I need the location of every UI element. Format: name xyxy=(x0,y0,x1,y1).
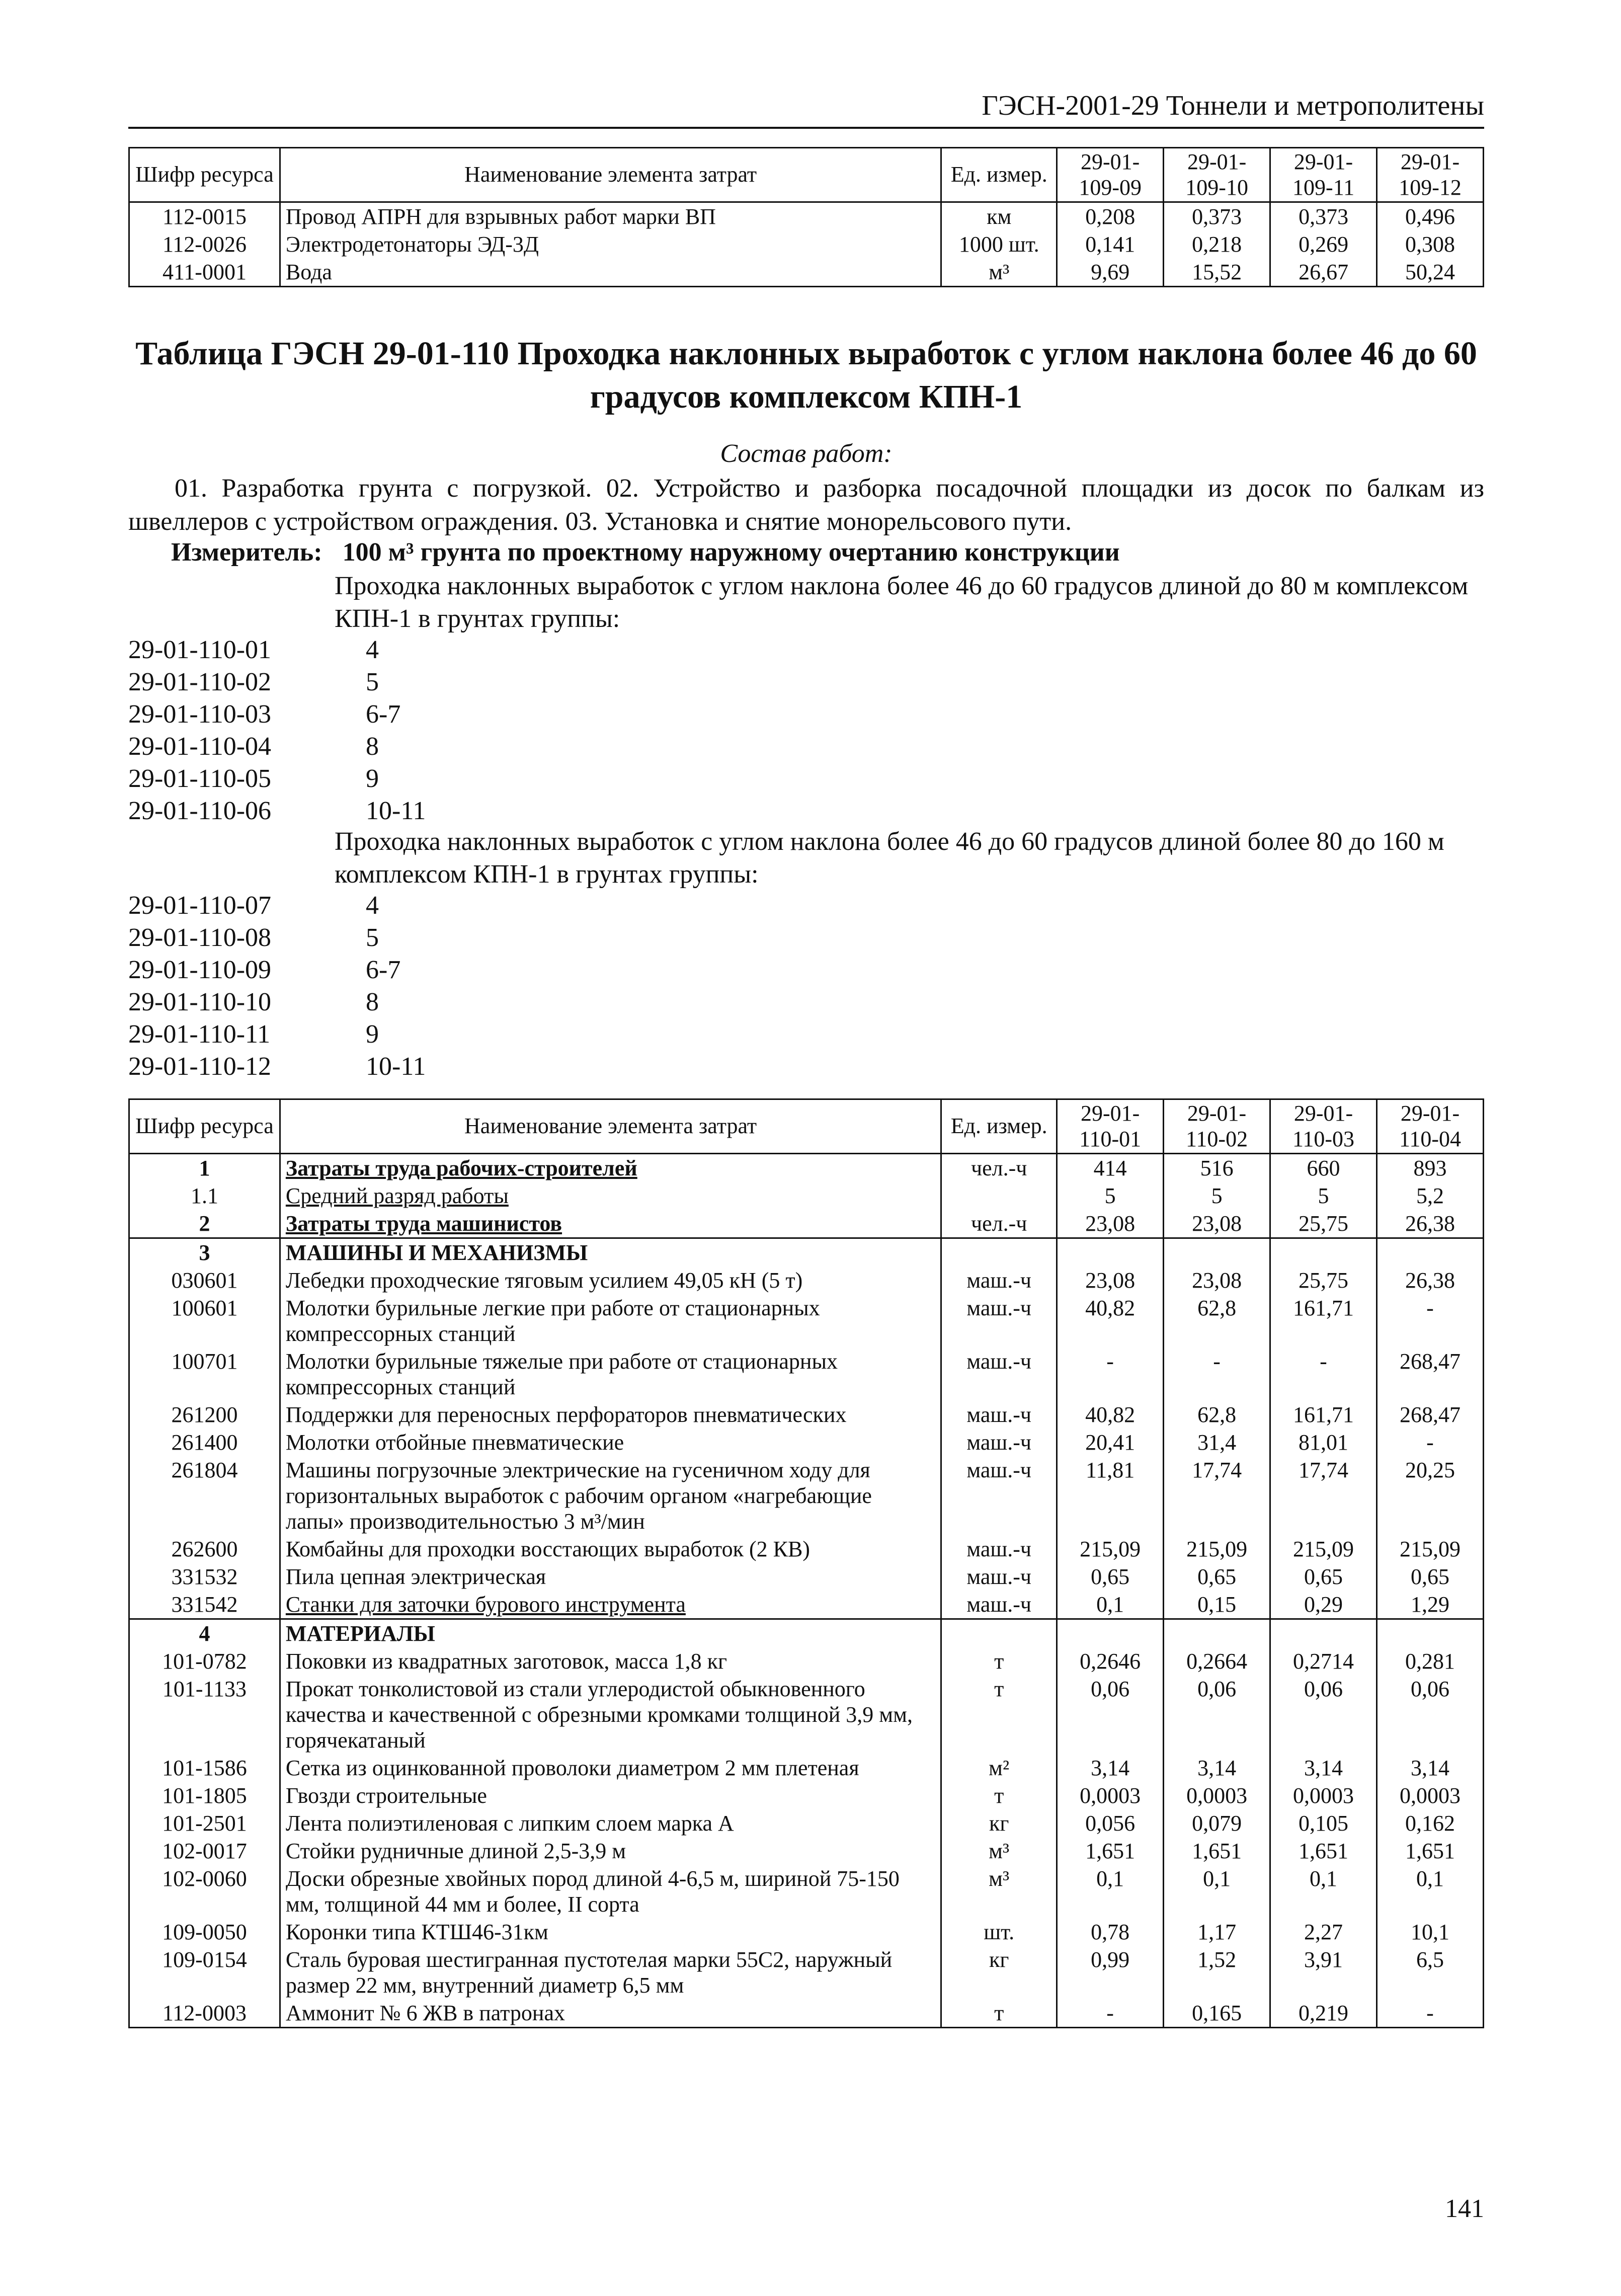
table-header-row xyxy=(129,148,1484,202)
cell-v3: 0,105 xyxy=(1270,1809,1377,1837)
cell-code: 1.1 xyxy=(129,1182,280,1210)
cell-v2 xyxy=(1164,1619,1270,1648)
soil-group: 5 xyxy=(366,668,379,696)
cell-v2: 0,06 xyxy=(1164,1675,1270,1754)
cell-v1: 0,99 xyxy=(1057,1946,1164,1999)
cell-v1: 5 xyxy=(1057,1182,1164,1210)
cell-name: Лента полиэтиленовая с липким слоем марка А xyxy=(280,1809,941,1837)
cell-v1: 0,056 xyxy=(1057,1809,1164,1837)
cell-v4: - xyxy=(1376,1999,1483,2028)
table-row xyxy=(129,1210,1484,1238)
variant-code: 29-01-110-05 xyxy=(128,764,272,793)
cell-v1: 0,141 xyxy=(1057,230,1164,258)
table-row xyxy=(129,1647,1484,1675)
cell-code: 261804 xyxy=(129,1456,280,1535)
table-row xyxy=(129,230,1484,258)
cell-v4: 0,281 xyxy=(1376,1647,1483,1675)
cell-name: Электродетонаторы ЭД-3Д xyxy=(280,230,941,258)
cell-unit: маш.-ч xyxy=(941,1429,1057,1456)
cell-unit: маш.-ч xyxy=(941,1591,1057,1619)
cell-code: 1 xyxy=(129,1154,280,1182)
cell-v3: 1,651 xyxy=(1270,1837,1377,1865)
table-row xyxy=(129,1837,1484,1865)
cell-v1: 23,08 xyxy=(1057,1210,1164,1238)
cell-v4: 0,162 xyxy=(1376,1809,1483,1837)
cell-v3: 0,65 xyxy=(1270,1563,1377,1591)
cell-code: 101-2501 xyxy=(129,1809,280,1837)
cell-name: Провод АПРН для взрывных работ марки ВП xyxy=(280,202,941,231)
cell-unit: маш.-ч xyxy=(941,1401,1057,1429)
cell-v4: 1,29 xyxy=(1376,1591,1483,1619)
cell-name: Поддержки для переносных перфораторов пневматических xyxy=(280,1401,941,1429)
cell-v4: 215,09 xyxy=(1376,1535,1483,1563)
cell-v4: 0,06 xyxy=(1376,1675,1483,1754)
cell-code: 101-1586 xyxy=(129,1754,280,1782)
cell-code: 261200 xyxy=(129,1401,280,1429)
table-row xyxy=(129,1182,1484,1210)
cell-v4: 6,5 xyxy=(1376,1946,1483,1999)
cell-code: 4 xyxy=(129,1619,280,1648)
cell-unit: км xyxy=(941,202,1057,231)
cell-v3: - xyxy=(1270,1348,1377,1401)
cell-name: Стойки рудничные длиной 2,5-3,9 м xyxy=(280,1837,941,1865)
cell-name: Станки для заточки бурового инструмента xyxy=(280,1591,941,1619)
cell-v4: 26,38 xyxy=(1376,1266,1483,1294)
cell-v3: 0,2714 xyxy=(1270,1647,1377,1675)
variant-code: 29-01-110-03 xyxy=(128,700,272,729)
cell-name: Затраты труда машинистов xyxy=(280,1210,941,1238)
cell-v3: 0,373 xyxy=(1270,202,1377,231)
cell-v4: 0,1 xyxy=(1376,1865,1483,1918)
cell-v2: 0,15 xyxy=(1164,1591,1270,1619)
variant-code: 29-01-110-01 xyxy=(128,636,272,664)
page-number: 141 xyxy=(1445,2194,1484,2223)
cell-v2: 5 xyxy=(1164,1182,1270,1210)
table-row xyxy=(129,1946,1484,1999)
variant-code: 29-01-110-04 xyxy=(128,732,272,761)
cell-v1: 0,2646 xyxy=(1057,1647,1164,1675)
column-header-v1: 29-01-110-01 xyxy=(1057,1099,1164,1154)
soil-group: 9 xyxy=(366,764,379,793)
cell-v4: 5,2 xyxy=(1376,1182,1483,1210)
cell-v3: 26,67 xyxy=(1270,258,1377,287)
cell-v2: 31,4 xyxy=(1164,1429,1270,1456)
cell-code: 3 xyxy=(129,1238,280,1267)
table-row xyxy=(129,1999,1484,2028)
table-row xyxy=(129,1456,1484,1535)
cell-v2: 23,08 xyxy=(1164,1210,1270,1238)
cell-name: Вода xyxy=(280,258,941,287)
cell-v1: 40,82 xyxy=(1057,1401,1164,1429)
cell-v3: 81,01 xyxy=(1270,1429,1377,1456)
measure-label: Измеритель: xyxy=(171,538,322,567)
cell-v2: 0,1 xyxy=(1164,1865,1270,1918)
cell-code: 101-1133 xyxy=(129,1675,280,1754)
cell-v4: 1,651 xyxy=(1376,1837,1483,1865)
column-header-v3: 29-01-110-03 xyxy=(1270,1099,1377,1154)
cell-code: 102-0060 xyxy=(129,1865,280,1918)
cell-v2: 215,09 xyxy=(1164,1535,1270,1563)
cell-v2: 0,0003 xyxy=(1164,1782,1270,1809)
cell-v2 xyxy=(1164,1238,1270,1267)
column-header-v2: 29-01-110-02 xyxy=(1164,1099,1270,1154)
cell-code: 100701 xyxy=(129,1348,280,1401)
cell-v1: 3,14 xyxy=(1057,1754,1164,1782)
cell-name: Гвозди строительные xyxy=(280,1782,941,1809)
cell-v3: 3,91 xyxy=(1270,1946,1377,1999)
cell-v4: 20,25 xyxy=(1376,1456,1483,1535)
cell-v1: 9,69 xyxy=(1057,258,1164,287)
cell-code: 109-0050 xyxy=(129,1918,280,1946)
cell-v2: 15,52 xyxy=(1164,258,1270,287)
cell-code: 112-0015 xyxy=(129,202,280,231)
cell-v4 xyxy=(1376,1619,1483,1648)
cell-v1: 0,208 xyxy=(1057,202,1164,231)
cell-name: МАТЕРИАЛЫ xyxy=(280,1619,941,1648)
cell-v3: 0,1 xyxy=(1270,1865,1377,1918)
cell-v2: 516 xyxy=(1164,1154,1270,1182)
cell-name: Пила цепная электрическая xyxy=(280,1563,941,1591)
cell-v2: 3,14 xyxy=(1164,1754,1270,1782)
cell-v3: 0,29 xyxy=(1270,1591,1377,1619)
cell-v1: 414 xyxy=(1057,1154,1164,1182)
cell-code: 030601 xyxy=(129,1266,280,1294)
cell-unit: маш.-ч xyxy=(941,1266,1057,1294)
cell-v1: - xyxy=(1057,1999,1164,2028)
soil-group: 9 xyxy=(366,1020,379,1049)
table-row xyxy=(129,1918,1484,1946)
cell-unit: чел.-ч xyxy=(941,1210,1057,1238)
cell-unit: т xyxy=(941,1675,1057,1754)
table-row xyxy=(129,1675,1484,1754)
cell-unit: т xyxy=(941,1782,1057,1809)
cell-unit: м³ xyxy=(941,1865,1057,1918)
table-row xyxy=(129,258,1484,287)
cell-name: Доски обрезные хвойных пород длиной 4-6,5 м, шириной 75-150 мм, толщиной 44 мм и более, II сорта xyxy=(280,1865,941,1918)
cell-v3: 2,27 xyxy=(1270,1918,1377,1946)
table-row xyxy=(129,1429,1484,1456)
composition-caption: Состав работ: xyxy=(720,439,893,468)
column-header-v1: 29-01-109-09 xyxy=(1057,148,1164,202)
table-row xyxy=(129,1348,1484,1401)
cell-v1: 23,08 xyxy=(1057,1266,1164,1294)
soil-group: 4 xyxy=(366,891,379,920)
cell-name: Комбайны для проходки восстающих выработок (2 КВ) xyxy=(280,1535,941,1563)
group1-description: Проходка наклонных выработок с углом наклона более 46 до 60 градусов длиной до 80 м комплексом КПН-1 в грунтах группы: xyxy=(335,572,1469,633)
cell-v2: 0,373 xyxy=(1164,202,1270,231)
cell-v4: 268,47 xyxy=(1376,1401,1483,1429)
cell-v4: - xyxy=(1376,1294,1483,1348)
column-header-v4: 29-01-109-12 xyxy=(1377,148,1484,202)
cell-unit xyxy=(941,1182,1057,1210)
cell-v3: 25,75 xyxy=(1270,1210,1377,1238)
cell-name: Средний разряд работы xyxy=(280,1182,941,1210)
variant-code: 29-01-110-11 xyxy=(128,1020,271,1049)
cell-name: Прокат тонколистовой из стали углеродистой обыкновенного качества и качественной с обрезными кромками толщиной 3,9 мм, горячекатаный xyxy=(280,1675,941,1754)
column-header-name: Наименование элемента затрат xyxy=(280,148,941,202)
cell-v2: 1,651 xyxy=(1164,1837,1270,1865)
cell-v1: - xyxy=(1057,1348,1164,1401)
table-row xyxy=(129,1563,1484,1591)
soil-group: 10-11 xyxy=(366,1052,426,1081)
cell-v2: 0,079 xyxy=(1164,1809,1270,1837)
cell-v2: 0,165 xyxy=(1164,1999,1270,2028)
cell-v2: 0,2664 xyxy=(1164,1647,1270,1675)
cell-unit: т xyxy=(941,1647,1057,1675)
cell-unit: 1000 шт. xyxy=(941,230,1057,258)
variant-code: 29-01-110-09 xyxy=(128,956,272,984)
table-row xyxy=(129,1782,1484,1809)
cell-unit xyxy=(941,1238,1057,1267)
cell-name: МАШИНЫ И МЕХАНИЗМЫ xyxy=(280,1238,941,1267)
cell-unit: кг xyxy=(941,1946,1057,1999)
cell-unit: маш.-ч xyxy=(941,1535,1057,1563)
cell-v4: 50,24 xyxy=(1377,258,1484,287)
variant-code: 29-01-110-02 xyxy=(128,668,272,696)
table-title: Таблица ГЭСН 29-01-110 Проходка наклонных выработок с углом наклона более 46 до 60 градусов комплексом КПН-1 xyxy=(135,335,1477,415)
measure-line xyxy=(171,537,1484,567)
cell-unit: кг xyxy=(941,1809,1057,1837)
column-header-v3: 29-01-109-11 xyxy=(1270,148,1377,202)
cell-v1: 0,1 xyxy=(1057,1591,1164,1619)
cell-v3: 660 xyxy=(1270,1154,1377,1182)
cell-name: Молотки бурильные легкие при работе от стационарных компрессорных станций xyxy=(280,1294,941,1348)
column-header-name: Наименование элемента затрат xyxy=(280,1099,941,1154)
cell-v3: 5 xyxy=(1270,1182,1377,1210)
variant-code: 29-01-110-10 xyxy=(128,988,272,1016)
cell-code: 101-1805 xyxy=(129,1782,280,1809)
table-row xyxy=(129,202,1484,231)
cell-unit: т xyxy=(941,1999,1057,2028)
table-row xyxy=(129,1591,1484,1619)
cell-v3: 25,75 xyxy=(1270,1266,1377,1294)
cell-code: 261400 xyxy=(129,1429,280,1456)
cell-code: 331532 xyxy=(129,1563,280,1591)
column-header-code: Шифр ресурса xyxy=(129,148,280,202)
cell-v4: 10,1 xyxy=(1376,1918,1483,1946)
cell-v4: 3,14 xyxy=(1376,1754,1483,1782)
cell-name: Затраты труда рабочих-строителей xyxy=(280,1154,941,1182)
table-row xyxy=(129,1754,1484,1782)
cell-v1: 0,06 xyxy=(1057,1675,1164,1754)
cell-v2: 62,8 xyxy=(1164,1294,1270,1348)
column-header-v4: 29-01-110-04 xyxy=(1376,1099,1483,1154)
cell-code: 112-0003 xyxy=(129,1999,280,2028)
variant-code: 29-01-110-08 xyxy=(128,923,272,952)
table-row xyxy=(129,1401,1484,1429)
cell-code: 102-0017 xyxy=(129,1837,280,1865)
cell-v3: 215,09 xyxy=(1270,1535,1377,1563)
cell-v3 xyxy=(1270,1238,1377,1267)
soil-group: 10-11 xyxy=(366,797,426,825)
cell-v2: 0,65 xyxy=(1164,1563,1270,1591)
cell-v4: 0,65 xyxy=(1376,1563,1483,1591)
cell-v3: 17,74 xyxy=(1270,1456,1377,1535)
cell-v3: 0,269 xyxy=(1270,230,1377,258)
cell-v3: 0,0003 xyxy=(1270,1782,1377,1809)
header-rule xyxy=(128,127,1484,129)
cell-unit: маш.-ч xyxy=(941,1348,1057,1401)
cell-v1: 0,1 xyxy=(1057,1865,1164,1918)
table-row xyxy=(129,1809,1484,1837)
variant-code: 29-01-110-12 xyxy=(128,1052,272,1081)
soil-group: 8 xyxy=(366,732,379,761)
cell-name: Машины погрузочные электрические на гусеничном ходу для горизонтальных выработок с рабочим органом «нагребающие лапы» производительностью 3 м³/мин xyxy=(280,1456,941,1535)
table-row xyxy=(129,1619,1484,1648)
column-header-unit: Ед. измер. xyxy=(941,1099,1057,1154)
cell-unit: м² xyxy=(941,1754,1057,1782)
cell-v1: 0,78 xyxy=(1057,1918,1164,1946)
cell-unit: м³ xyxy=(941,258,1057,287)
cell-v4: 0,0003 xyxy=(1376,1782,1483,1809)
cell-v4: 26,38 xyxy=(1376,1210,1483,1238)
table-row xyxy=(129,1266,1484,1294)
table-row xyxy=(129,1294,1484,1348)
running-header: ГЭСН-2001-29 Тоннели и метрополитены xyxy=(982,90,1484,121)
table-row xyxy=(129,1154,1484,1182)
column-header-v2: 29-01-109-10 xyxy=(1164,148,1270,202)
cell-v4: 0,496 xyxy=(1377,202,1484,231)
variant-code: 29-01-110-07 xyxy=(128,891,272,920)
cell-v1: 11,81 xyxy=(1057,1456,1164,1535)
cell-v1: 0,65 xyxy=(1057,1563,1164,1591)
cell-v1: 1,651 xyxy=(1057,1837,1164,1865)
cell-v3: 3,14 xyxy=(1270,1754,1377,1782)
column-header-unit: Ед. измер. xyxy=(941,148,1057,202)
group2-description: Проходка наклонных выработок с углом наклона более 46 до 60 градусов длиной более 80 до 160 м комплексом КПН-1 в грунтах группы: xyxy=(335,827,1444,889)
cell-unit: чел.-ч xyxy=(941,1154,1057,1182)
cell-v1 xyxy=(1057,1619,1164,1648)
cell-v3: 0,219 xyxy=(1270,1999,1377,2028)
cell-v1 xyxy=(1057,1238,1164,1267)
cell-v2: 1,17 xyxy=(1164,1918,1270,1946)
cell-v4: 893 xyxy=(1376,1154,1483,1182)
cell-name: Лебедки проходческие тяговым усилием 49,05 кН (5 т) xyxy=(280,1266,941,1294)
cell-code: 331542 xyxy=(129,1591,280,1619)
measure-value: 100 м³ грунта по проектному наружному очертанию конструкции xyxy=(342,538,1120,567)
cell-code: 100601 xyxy=(129,1294,280,1348)
cell-code: 411-0001 xyxy=(129,258,280,287)
cell-v3: 161,71 xyxy=(1270,1294,1377,1348)
cell-name: Поковки из квадратных заготовок, масса 1,8 кг xyxy=(280,1647,941,1675)
cell-unit: маш.-ч xyxy=(941,1294,1057,1348)
cell-v2: - xyxy=(1164,1348,1270,1401)
cell-code: 112-0026 xyxy=(129,230,280,258)
cell-code: 101-0782 xyxy=(129,1647,280,1675)
cell-v4: - xyxy=(1376,1429,1483,1456)
cell-name: Сталь буровая шестигранная пустотелая марки 55С2, наружный размер 22 мм, внутренний диаметр 6,5 мм xyxy=(280,1946,941,1999)
cell-unit: маш.-ч xyxy=(941,1456,1057,1535)
cell-v1: 0,0003 xyxy=(1057,1782,1164,1809)
cost-table-109 xyxy=(128,147,1484,287)
table-header-row xyxy=(129,1099,1484,1154)
cell-v2: 62,8 xyxy=(1164,1401,1270,1429)
cell-code: 109-0154 xyxy=(129,1946,280,1999)
cell-code: 262600 xyxy=(129,1535,280,1563)
cell-v3: 161,71 xyxy=(1270,1401,1377,1429)
cell-unit: маш.-ч xyxy=(941,1563,1057,1591)
cell-code: 2 xyxy=(129,1210,280,1238)
cell-unit xyxy=(941,1619,1057,1648)
soil-group: 6-7 xyxy=(366,700,401,729)
cell-name: Сетка из оцинкованной проволоки диаметром 2 мм плетеная xyxy=(280,1754,941,1782)
cell-v2: 0,218 xyxy=(1164,230,1270,258)
cell-v3: 0,06 xyxy=(1270,1675,1377,1754)
cell-v1: 40,82 xyxy=(1057,1294,1164,1348)
cell-v4: 268,47 xyxy=(1376,1348,1483,1401)
table-row xyxy=(129,1865,1484,1918)
column-header-code: Шифр ресурса xyxy=(129,1099,280,1154)
cost-table-110 xyxy=(128,1098,1484,2028)
composition-text: 01. Разработка грунта с погрузкой. 02. Устройство и разборка посадочной площадки из досок по балкам из швеллеров с устройством ограждения. 03. Установка и снятие монорельсового пути. xyxy=(128,474,1484,536)
soil-group: 6-7 xyxy=(366,956,401,984)
soil-group: 4 xyxy=(366,636,379,664)
cell-name: Молотки отбойные пневматические xyxy=(280,1429,941,1456)
soil-group: 5 xyxy=(366,923,379,952)
cell-v2: 23,08 xyxy=(1164,1266,1270,1294)
cell-name: Аммонит № 6 ЖВ в патронах xyxy=(280,1999,941,2028)
variant-code: 29-01-110-06 xyxy=(128,797,272,825)
cell-v1: 215,09 xyxy=(1057,1535,1164,1563)
cell-unit: шт. xyxy=(941,1918,1057,1946)
cell-unit: м³ xyxy=(941,1837,1057,1865)
cell-v1: 20,41 xyxy=(1057,1429,1164,1456)
cell-v2: 17,74 xyxy=(1164,1456,1270,1535)
cell-name: Коронки типа КТШ46-31км xyxy=(280,1918,941,1946)
cell-v2: 1,52 xyxy=(1164,1946,1270,1999)
table-row xyxy=(129,1535,1484,1563)
table-row xyxy=(129,1238,1484,1267)
cell-v3 xyxy=(1270,1619,1377,1648)
cell-name: Молотки бурильные тяжелые при работе от стационарных компрессорных станций xyxy=(280,1348,941,1401)
cell-v4 xyxy=(1376,1238,1483,1267)
cell-v4: 0,308 xyxy=(1377,230,1484,258)
soil-group: 8 xyxy=(366,988,379,1016)
